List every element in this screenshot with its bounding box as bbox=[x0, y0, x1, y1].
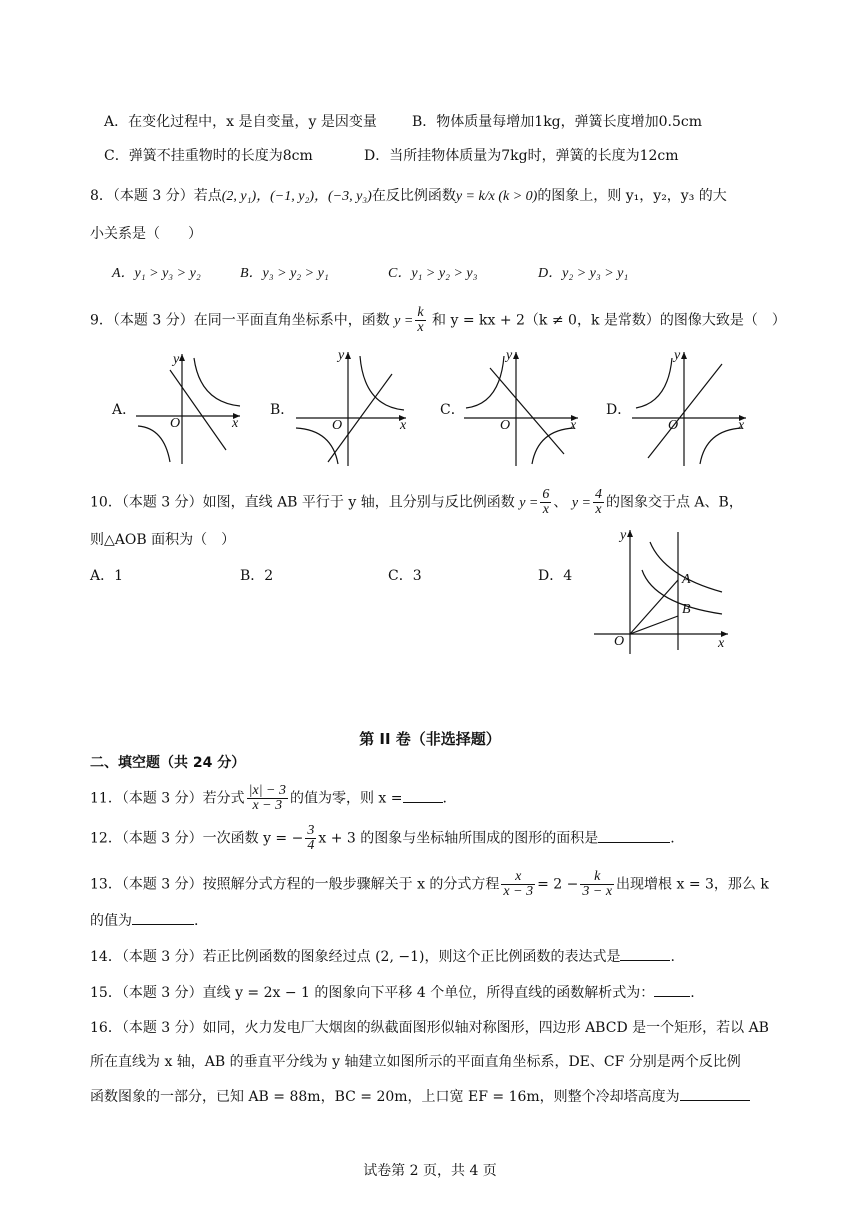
q10-y-label: y bbox=[620, 528, 627, 543]
q16-stem-line2: 所在直线为 x 轴，AB 的垂直平分线为 y 轴建立如图所示的平面直角坐标系，DE、CF 分别是两个反比例 bbox=[90, 1054, 741, 1070]
q10-point-a: A bbox=[682, 572, 691, 587]
q10-option-b: B．2 bbox=[240, 568, 274, 584]
q12-stem: 12．（本题 3 分）一次函数 y = − $\frac{3}{4}$ x + 3 的图象与坐标轴所围成的图形的面积是 . bbox=[90, 823, 675, 853]
q8-stem: 8．（本题 3 分）若点(2, y₁)，(−1, y₂)，(−3, y₃)在反比例函数y = k/x (k > 0)的图象上，则 y₁，y₂，y₃ 的大 bbox=[90, 188, 727, 204]
q7-option-a: A．在变化过程中，x 是自变量，y 是因变量 bbox=[104, 114, 377, 130]
q9-graph-b bbox=[292, 346, 412, 468]
q7-option-c: C．弹簧不挂重物时的长度为8cm bbox=[104, 148, 313, 164]
q13-stem: 13．（本题 3 分）按照解分式方程的一般步骤解关于 x 的分式方程 $\frac{x}{x - 3}$ = 2 − $\frac{k}{3 - x}$ 出现增根 x = 3，那么 k bbox=[90, 869, 769, 899]
q10-option-c: C．3 bbox=[388, 568, 422, 584]
q10-stem-line2: 则△AOB 面积为（ ） bbox=[90, 532, 236, 548]
q9-d-origin: O bbox=[668, 418, 679, 433]
q9-graph-c bbox=[460, 346, 584, 468]
q14-stem: 14．（本题 3 分）若正比例函数的图象经过点 (2, −1)，则这个正比例函数的表达式是 . bbox=[90, 946, 675, 967]
q9-c-origin: O bbox=[500, 418, 511, 433]
section2-title: 第 II 卷（非选择题） bbox=[359, 730, 501, 748]
q10-origin: O bbox=[614, 634, 625, 649]
q7-option-d: D．当所挂物体质量为7kg时，弹簧的长度为12cm bbox=[364, 148, 679, 164]
q9-d-y-label: y bbox=[674, 348, 681, 363]
q9-b-origin: O bbox=[332, 418, 343, 433]
q9-label-d: D． bbox=[606, 402, 632, 418]
q8-option-c: C．y₁ > y₂ > y₃ bbox=[388, 266, 478, 281]
q10-stem: 10．（本题 3 分）如图，直线 AB 平行于 y 轴，且分别与反比例函数 y = $\frac{6}{x}$ 、 y = $\frac{4}{x}$ 的图象交于点 A、B， bbox=[90, 487, 743, 517]
q13-stem-line2: 的值为 . bbox=[90, 910, 198, 931]
q9-b-x-label: x bbox=[400, 418, 407, 433]
q9-label-c: C． bbox=[440, 402, 465, 418]
q9-a-origin: O bbox=[170, 416, 181, 431]
q9-graph-d bbox=[628, 346, 752, 468]
q9-graph-a bbox=[130, 346, 250, 466]
q11-stem: 11．（本题 3 分）若分式 $\frac{|x| - 3}{x - 3}$ 的值为零，则 x = . bbox=[90, 783, 447, 813]
q9-d-x-label: x bbox=[738, 418, 745, 433]
q9-b-y-label: y bbox=[338, 348, 345, 363]
q9-a-x-label: x bbox=[232, 416, 239, 431]
q16-stem-line1: 16．（本题 3 分）如同，火力发电厂大烟囱的纵截面图形似轴对称图形，四边形 ABCD 是一个矩形，若以 AB bbox=[90, 1020, 769, 1036]
section2-subtitle: 二、填空题（共 24 分） bbox=[90, 755, 246, 771]
q8-option-d: D．y₂ > y₃ > y₁ bbox=[538, 266, 629, 281]
q16-stem-line3: 函数图象的一部分，已知 AB = 88m，BC = 20m，上口宽 EF = 16m，则整个冷却塔高度为 bbox=[90, 1086, 750, 1107]
q9-c-y-label: y bbox=[506, 348, 513, 363]
q10-point-b: B bbox=[682, 602, 691, 617]
q10-option-a: A．1 bbox=[90, 568, 124, 584]
q8-option-a: A．y₁ > y₃ > y₂ bbox=[112, 266, 201, 281]
q8-stem-line2: 小关系是（ ） bbox=[90, 226, 202, 242]
page-footer: 试卷第 2 页，共 4 页 bbox=[363, 1163, 497, 1179]
q9-label-a: A． bbox=[112, 402, 137, 418]
q9-c-x-label: x bbox=[570, 418, 577, 433]
q10-option-d: D．4 bbox=[538, 568, 573, 584]
q8-option-b: B．y₃ > y₂ > y₁ bbox=[240, 266, 329, 281]
q9-stem: 9．（本题 3 分）在同一平面直角坐标系中，函数 y = $\frac{k}{x}$ 和 y = kx + 2（k ≠ 0，k 是常数）的图像大致是（ ） bbox=[90, 305, 786, 335]
q9-a-y-label: y bbox=[173, 352, 180, 367]
q10-x-label: x bbox=[718, 636, 725, 651]
q7-option-b: B．物体质量每增加1kg，弹簧长度增加0.5cm bbox=[412, 114, 703, 130]
q15-stem: 15．（本题 3 分）直线 y = 2x − 1 的图象向下平移 4 个单位，所得直线的函数解析式为： . bbox=[90, 982, 695, 1003]
q9-label-b: B． bbox=[270, 402, 295, 418]
